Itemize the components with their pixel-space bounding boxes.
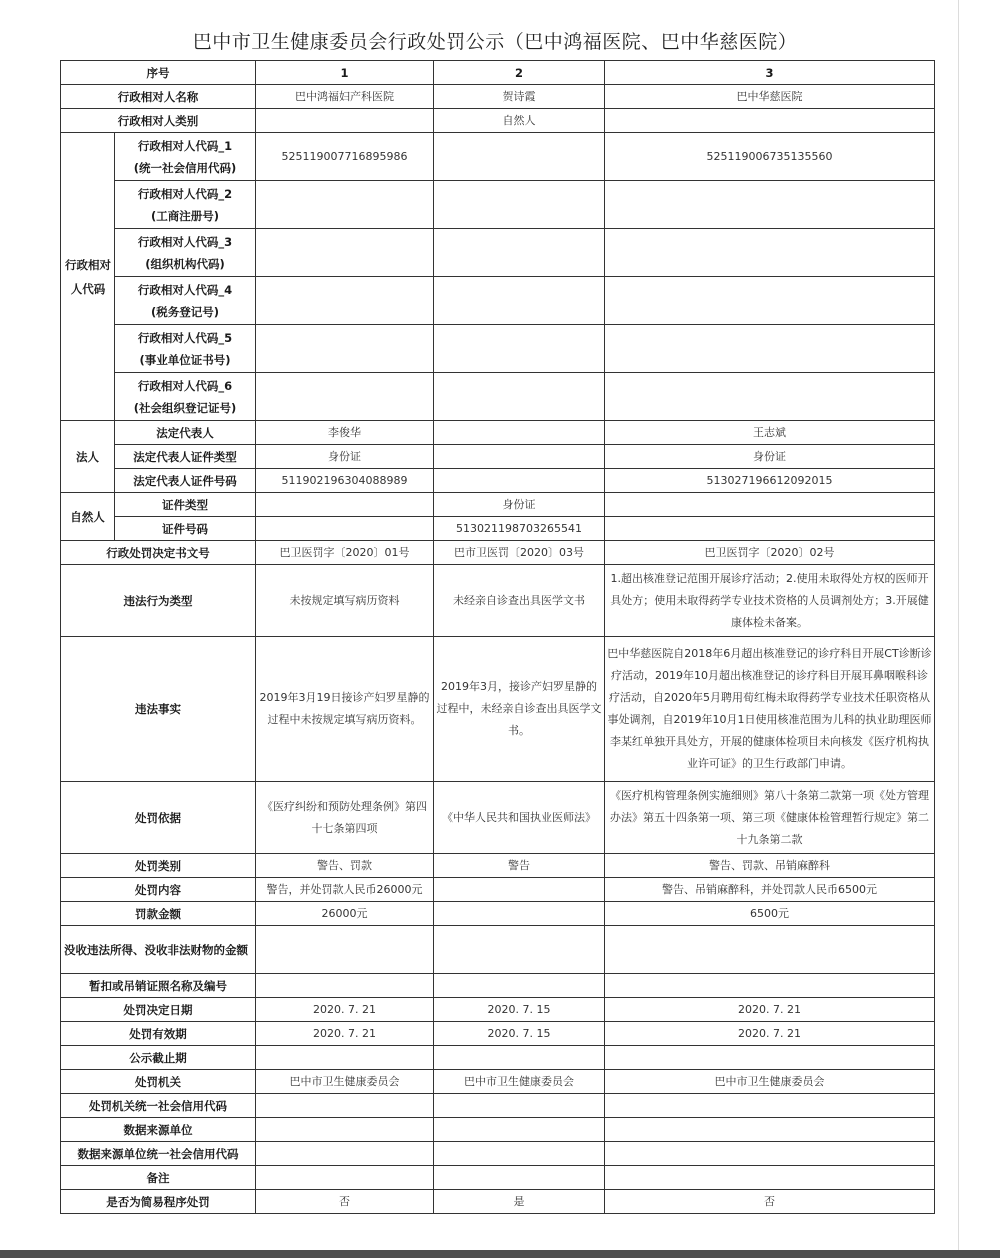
table-row-source-code [61, 1142, 935, 1166]
table-row-code3 [61, 229, 935, 277]
header-source: 数据来源单位 [61, 1118, 256, 1142]
case1-source [256, 1118, 434, 1142]
case1-legal-id-type: 身份证 [256, 445, 434, 469]
header-code4-sub: (税务登记号) [150, 304, 219, 319]
case2-cert-type: 身份证 [434, 493, 605, 517]
case2-remark [434, 1166, 605, 1190]
header-code6 [115, 373, 256, 421]
case2-confiscation [434, 926, 605, 974]
case3-simple: 否 [605, 1190, 935, 1214]
case1-violation-type: 未按规定填写病历资料 [256, 565, 434, 637]
case1-facts: 2019年3月19日接诊产妇罗星静的过程中未按规定填写病历资料。 [256, 637, 434, 782]
case3-valid-date: 2020. 7. 21 [605, 1022, 935, 1046]
case1-penalty-type: 警告、罚款 [256, 854, 434, 878]
case3-penalty-type: 警告、罚款、吊销麻醉科 [605, 854, 935, 878]
table-row-legal-rep [61, 421, 935, 445]
case3-category [605, 109, 935, 133]
case1-cert-no [256, 517, 434, 541]
case1-penalty-content: 警告，并处罚款人民币26000元 [256, 878, 434, 902]
header-code1 [115, 133, 256, 181]
header-facts: 违法事实 [61, 637, 256, 782]
case2-authority-code [434, 1094, 605, 1118]
table-row-valid-date [61, 1022, 935, 1046]
case1-publicity-end [256, 1046, 434, 1070]
header-code5-label: 行政相对人代码_5 [137, 330, 233, 345]
table-row-legal-id-no [61, 469, 935, 493]
penalty-table [60, 60, 935, 1214]
table-row-cert-no [61, 517, 935, 541]
case3-code5 [605, 325, 935, 373]
header-code6-label: 行政相对人代码_6 [137, 378, 233, 393]
case2-penalty-content [434, 878, 605, 902]
case1-decision-date: 2020. 7. 21 [256, 998, 434, 1022]
case2-code1 [434, 133, 605, 181]
case2-legal-id-type [434, 445, 605, 469]
header-category: 行政相对人类别 [61, 109, 256, 133]
header-natural-group: 自然人 [61, 493, 115, 541]
case2-license [434, 974, 605, 998]
case1-name: 巴中鸿福妇产科医院 [256, 85, 434, 109]
table-row-penalty-type [61, 854, 935, 878]
case3-authority: 巴中市卫生健康委员会 [605, 1070, 935, 1094]
case3-code6 [605, 373, 935, 421]
case3-legal-rep: 王志斌 [605, 421, 935, 445]
header-confiscation: 没收违法所得、没收非法财物的金额 [61, 926, 256, 974]
case2-basis: 《中华人民共和国执业医师法》 [434, 782, 605, 854]
case2-penalty-type: 警告 [434, 854, 605, 878]
table-row-name [61, 85, 935, 109]
case1-code5 [256, 325, 434, 373]
header-source-code: 数据来源单位统一社会信用代码 [61, 1142, 256, 1166]
case3-penalty-content: 警告、吊销麻醉科，并处罚款人民币6500元 [605, 878, 935, 902]
case2-code2 [434, 181, 605, 229]
case1-legal-rep: 李俊华 [256, 421, 434, 445]
page-title: 巴中市卫生健康委员会行政处罚公示（巴中鸿福医院、巴中华慈医院） [192, 31, 798, 53]
case2-simple: 是 [434, 1190, 605, 1214]
case3-legal-id-no: 513027196612092015 [605, 469, 935, 493]
case3-name: 巴中华慈医院 [605, 85, 935, 109]
table-row-legal-id-type [61, 445, 935, 469]
header-penalty-content: 处罚内容 [61, 878, 256, 902]
case3-seq: 3 [605, 61, 935, 85]
header-legal-rep: 法定代表人 [115, 421, 256, 445]
header-basis: 处罚依据 [61, 782, 256, 854]
table-row-authority [61, 1070, 935, 1094]
table-row-publicity-end [61, 1046, 935, 1070]
table-row-violation-type [61, 565, 935, 637]
case2-source [434, 1118, 605, 1142]
case3-fine: 6500元 [605, 902, 935, 926]
header-code3-sub: (组织机构代码) [145, 256, 225, 271]
header-publicity-end: 公示截止期 [61, 1046, 256, 1070]
table-row-decision-date [61, 998, 935, 1022]
table-row-code5 [61, 325, 935, 373]
header-legal-id-no: 法定代表人证件号码 [115, 469, 256, 493]
header-name: 行政相对人名称 [61, 85, 256, 109]
header-code6-sub: (社会组织登记证号) [133, 400, 237, 415]
table-row-confiscation [61, 926, 935, 974]
header-code4 [115, 277, 256, 325]
table-row-basis [61, 782, 935, 854]
case3-legal-id-type: 身份证 [605, 445, 935, 469]
case3-source-code [605, 1142, 935, 1166]
table-row-simple [61, 1190, 935, 1214]
header-code1-sub: (统一社会信用代码) [133, 160, 237, 175]
table-row-fine [61, 902, 935, 926]
header-legal-id-type: 法定代表人证件类型 [115, 445, 256, 469]
table-row-facts [61, 637, 935, 782]
page-frame-line [958, 0, 959, 1258]
case2-code3 [434, 229, 605, 277]
header-code3 [115, 229, 256, 277]
header-code3-label: 行政相对人代码_3 [137, 234, 233, 249]
case1-simple: 否 [256, 1190, 434, 1214]
table-row-cert-type [61, 493, 935, 517]
case3-code4 [605, 277, 935, 325]
header-fine: 罚款金额 [61, 902, 256, 926]
table-row-license [61, 974, 935, 998]
case2-legal-id-no [434, 469, 605, 493]
header-legal-group: 法人 [61, 421, 115, 493]
case1-seq: 1 [256, 61, 434, 85]
case1-license [256, 974, 434, 998]
case3-doc-no: 巴卫医罚字〔2020〕02号 [605, 541, 935, 565]
case1-code4 [256, 277, 434, 325]
case3-code3 [605, 229, 935, 277]
case2-name: 贺诗霞 [434, 85, 605, 109]
case3-violation-type: 1.超出核准登记范围开展诊疗活动；2.使用未取得处方权的医师开具处方；使用未取得药学专业技术资格的人员调剂处方；3.开展健康体检未备案。 [605, 565, 935, 637]
case1-legal-id-no: 511902196304088989 [256, 469, 434, 493]
header-authority: 处罚机关 [61, 1070, 256, 1094]
case3-cert-no [605, 517, 935, 541]
header-license: 暂扣或吊销证照名称及编号 [61, 974, 256, 998]
header-simple: 是否为简易程序处罚 [61, 1190, 256, 1214]
header-code-group [61, 133, 115, 421]
table-row-penalty-content [61, 878, 935, 902]
case1-doc-no: 巴卫医罚字〔2020〕01号 [256, 541, 434, 565]
header-remark: 备注 [61, 1166, 256, 1190]
case3-confiscation [605, 926, 935, 974]
case2-code4 [434, 277, 605, 325]
case3-facts: 巴中华慈医院自2018年6月超出核准登记的诊疗科目开展CT诊断诊疗活动，2019年10月超出核准登记的诊疗科目开展耳鼻咽喉科诊疗活动，自2020年5月聘用荀红梅未取得药学专业技术任职资格从事处调剂，自2019年10月1日使用核准范围为儿科的执业助理医师李某红单独开具处方，开展的健康体检项目未向核发《医疗机构执业许可证》的卫生行政部门申请。 [605, 637, 935, 782]
table-row-remark [61, 1166, 935, 1190]
case3-basis: 《医疗机构管理条例实施细则》第八十条第二款第一项《处方管理办法》第五十四条第一项、第三项《健康体检管理暂行规定》第二十九条第二款 [605, 782, 935, 854]
table-row-code6 [61, 373, 935, 421]
header-violation-type: 违法行为类型 [61, 565, 256, 637]
case2-authority: 巴中市卫生健康委员会 [434, 1070, 605, 1094]
case2-decision-date: 2020. 7. 15 [434, 998, 605, 1022]
header-code4-label: 行政相对人代码_4 [137, 282, 233, 297]
case3-cert-type [605, 493, 935, 517]
header-code1-label: 行政相对人代码_1 [137, 138, 233, 153]
case2-code5 [434, 325, 605, 373]
header-authority-code: 处罚机关统一社会信用代码 [61, 1094, 256, 1118]
header-code5-sub: (事业单位证书号) [139, 352, 231, 367]
case2-violation-type: 未经亲自诊查出具医学文书 [434, 565, 605, 637]
case1-fine: 26000元 [256, 902, 434, 926]
case1-authority-code [256, 1094, 434, 1118]
case2-fine [434, 902, 605, 926]
table-row-source [61, 1118, 935, 1142]
header-cert-type: 证件类型 [115, 493, 256, 517]
page-bottom-bar [0, 1250, 1000, 1258]
case2-code6 [434, 373, 605, 421]
case1-basis: 《医疗纠纷和预防处理条例》第四十七条第四项 [256, 782, 434, 854]
case3-source [605, 1118, 935, 1142]
case1-remark [256, 1166, 434, 1190]
header-penalty-type: 处罚类别 [61, 854, 256, 878]
case1-category [256, 109, 434, 133]
case1-confiscation [256, 926, 434, 974]
header-decision-date: 处罚决定日期 [61, 998, 256, 1022]
table-row-seq [61, 61, 935, 85]
header-code2 [115, 181, 256, 229]
case3-license [605, 974, 935, 998]
header-code2-sub: (工商注册号) [150, 208, 219, 223]
case2-legal-rep [434, 421, 605, 445]
case1-code6 [256, 373, 434, 421]
header-seq: 序号 [61, 61, 256, 85]
case3-authority-code [605, 1094, 935, 1118]
header-valid-date: 处罚有效期 [61, 1022, 256, 1046]
table-row-category [61, 109, 935, 133]
case2-seq: 2 [434, 61, 605, 85]
table-row-code2 [61, 181, 935, 229]
case1-cert-type [256, 493, 434, 517]
header-doc-no: 行政处罚决定书文号 [61, 541, 256, 565]
case2-valid-date: 2020. 7. 15 [434, 1022, 605, 1046]
case1-code2 [256, 181, 434, 229]
case1-code3 [256, 229, 434, 277]
header-code-group-label: 行政相对人代码 [65, 257, 111, 296]
case2-category: 自然人 [434, 109, 605, 133]
case2-cert-no: 513021198703265541 [434, 517, 605, 541]
case2-facts: 2019年3月，接诊产妇罗星静的过程中，未经亲自诊查出具医学文书。 [434, 637, 605, 782]
table-row-code4 [61, 277, 935, 325]
header-code5 [115, 325, 256, 373]
case3-code2 [605, 181, 935, 229]
table-row-code1 [61, 133, 935, 181]
case2-doc-no: 巴市卫医罚〔2020〕03号 [434, 541, 605, 565]
case2-publicity-end [434, 1046, 605, 1070]
case3-remark [605, 1166, 935, 1190]
header-cert-no: 证件号码 [115, 517, 256, 541]
table-row-authority-code [61, 1094, 935, 1118]
case1-authority: 巴中市卫生健康委员会 [256, 1070, 434, 1094]
case3-code1: 525119006735135560 [605, 133, 935, 181]
header-code2-label: 行政相对人代码_2 [137, 186, 233, 201]
case2-source-code [434, 1142, 605, 1166]
table-row-doc-no [61, 541, 935, 565]
case3-publicity-end [605, 1046, 935, 1070]
case1-code1: 525119007716895986 [256, 133, 434, 181]
case1-valid-date: 2020. 7. 21 [256, 1022, 434, 1046]
case3-decision-date: 2020. 7. 21 [605, 998, 935, 1022]
case1-source-code [256, 1142, 434, 1166]
